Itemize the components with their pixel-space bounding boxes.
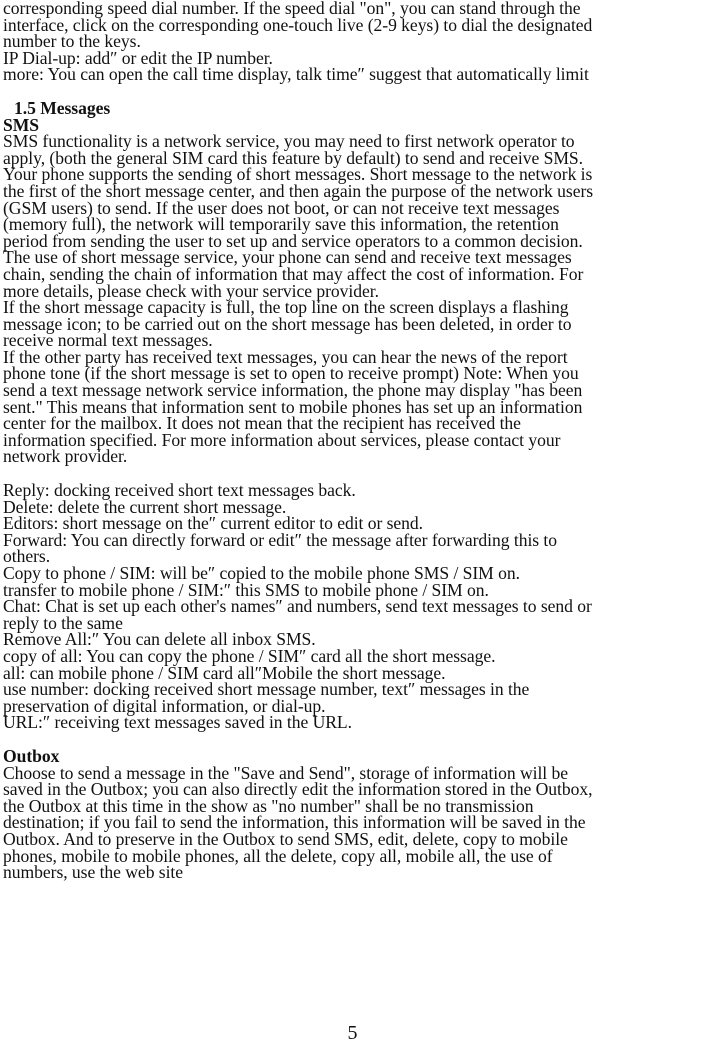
- paragraph-line: The use of short message service, your phone can send and receive text messages: [3, 247, 572, 268]
- option-line: Copy to phone / SIM: will be″ copied to the mobile phone SMS / SIM on.: [3, 563, 520, 583]
- option-line: reply to the same: [3, 612, 123, 633]
- option-line: Reply: docking received short text messages back.: [3, 480, 356, 501]
- intro-line: interface, click on the corresponding one-touch live (2-9 keys) to dial the designated: [3, 14, 593, 35]
- sms-paragraph: [3, 133, 702, 465]
- paragraph-line: phones, mobile to mobile phones, all the delete, copy all, mobile all, the use of: [3, 845, 553, 866]
- page-number: 5: [347, 1022, 358, 1044]
- sms-options-list: [3, 482, 702, 731]
- paragraph-line: chain, sending the chain of information that may affect the cost of information. For: [3, 263, 584, 284]
- paragraph-line: If the short message capacity is full, the top line on the screen displays a flashing: [3, 297, 569, 318]
- intro-line: more: You can open the call time display, talk time″ suggest that automatically limit: [3, 64, 589, 85]
- paragraph-line: Your phone supports the sending of short messages. Short message to the network is: [3, 164, 593, 185]
- paragraph-line: (GSM users) to send. If the user does not boot, or can not receive text messages: [3, 197, 560, 218]
- option-line: Delete: delete the current short message.: [3, 496, 287, 517]
- outbox-title: Outbox: [3, 745, 60, 766]
- intro-line: IP Dial-up: add″ or edit the IP number.: [3, 47, 273, 68]
- sms-title: SMS: [3, 114, 40, 135]
- option-line: Chat: Chat is set up each other's names″ and numbers, send text messages to send or: [3, 596, 592, 617]
- intro-block: [3, 0, 702, 83]
- paragraph-line: SMS functionality is a network service, you may need to first network operator to: [3, 131, 575, 152]
- paragraph-line: message icon; to be carried out on the short message has been deleted, in order to: [3, 313, 572, 334]
- option-line: preservation of digital information, or dial-up.: [3, 695, 326, 716]
- intro-line: corresponding speed dial number. If the speed dial "on", you can stand through the: [3, 0, 581, 18]
- paragraph-line: Outbox. And to preserve in the Outbox to send SMS, edit, delete, copy to mobile: [3, 828, 568, 849]
- paragraph-line: the first of the short message center, and then again the purpose of the network users: [3, 180, 594, 201]
- paragraph-line: information specified. For more information about services, please contact your: [3, 429, 561, 450]
- option-line: copy of all: You can copy the phone / SIM″ card all the short message.: [3, 645, 496, 666]
- paragraph-line: If the other party has received text messages, you can hear the news of the report: [3, 346, 568, 367]
- option-line: Editors: short message on the″ current editor to edit or send.: [3, 513, 424, 534]
- paragraph-line: period from sending the user to set up and service operators to a common decision.: [3, 230, 583, 251]
- paragraph-line: phone tone (if the short message is set to open to receive prompt) Note: When you: [3, 363, 579, 384]
- option-line: use number: docking received short message number, text″ messages in the: [3, 679, 530, 700]
- option-line: all: can mobile phone / SIM card all″Mobile the short message.: [3, 662, 446, 683]
- paragraph-line: numbers, use the web site: [3, 862, 184, 883]
- paragraph-line: the Outbox at this time in the show as "no number" shall be no transmission: [3, 795, 534, 816]
- paragraph-line: receive normal text messages.: [3, 330, 213, 351]
- paragraph-line: Choose to send a message in the "Save and Send", storage of information will be: [3, 762, 568, 783]
- document-page: [3, 0, 702, 881]
- option-line: Forward: You can directly forward or edit″ the message after forwarding this to: [3, 529, 558, 550]
- paragraph-line: sent." This means that information sent to mobile phones has set up an information: [3, 396, 583, 417]
- section-title: 1.5 Messages: [14, 97, 111, 118]
- paragraph-line: send a text message network service information, the phone may display "has been: [3, 380, 583, 401]
- option-line: Remove All:″ You can delete all inbox SMS.: [3, 629, 316, 650]
- paragraph-line: (memory full), the network will temporarily save this information, the retention: [3, 214, 559, 235]
- option-line: others.: [3, 546, 51, 567]
- paragraph-line: saved in the Outbox; you can also directly edit the information stored in the Outbox,: [3, 779, 593, 800]
- option-line: URL:″ receiving text messages saved in the URL.: [3, 712, 352, 733]
- paragraph-line: network provider.: [3, 446, 128, 467]
- paragraph-line: destination; if you fail to send the information, this information will be saved in the: [3, 812, 586, 833]
- intro-line: number to the keys.: [3, 31, 141, 52]
- option-line: transfer to mobile phone / SIM:″ this SMS to mobile phone / SIM on.: [3, 579, 489, 600]
- paragraph-line: apply, (both the general SIM card this feature by default) to send and receive SMS.: [3, 147, 584, 168]
- outbox-paragraph: [3, 762, 702, 883]
- paragraph-line: more details, please check with your service provider.: [3, 280, 379, 301]
- paragraph-line: center for the mailbox. It does not mean that the recipient has received the: [3, 413, 521, 434]
